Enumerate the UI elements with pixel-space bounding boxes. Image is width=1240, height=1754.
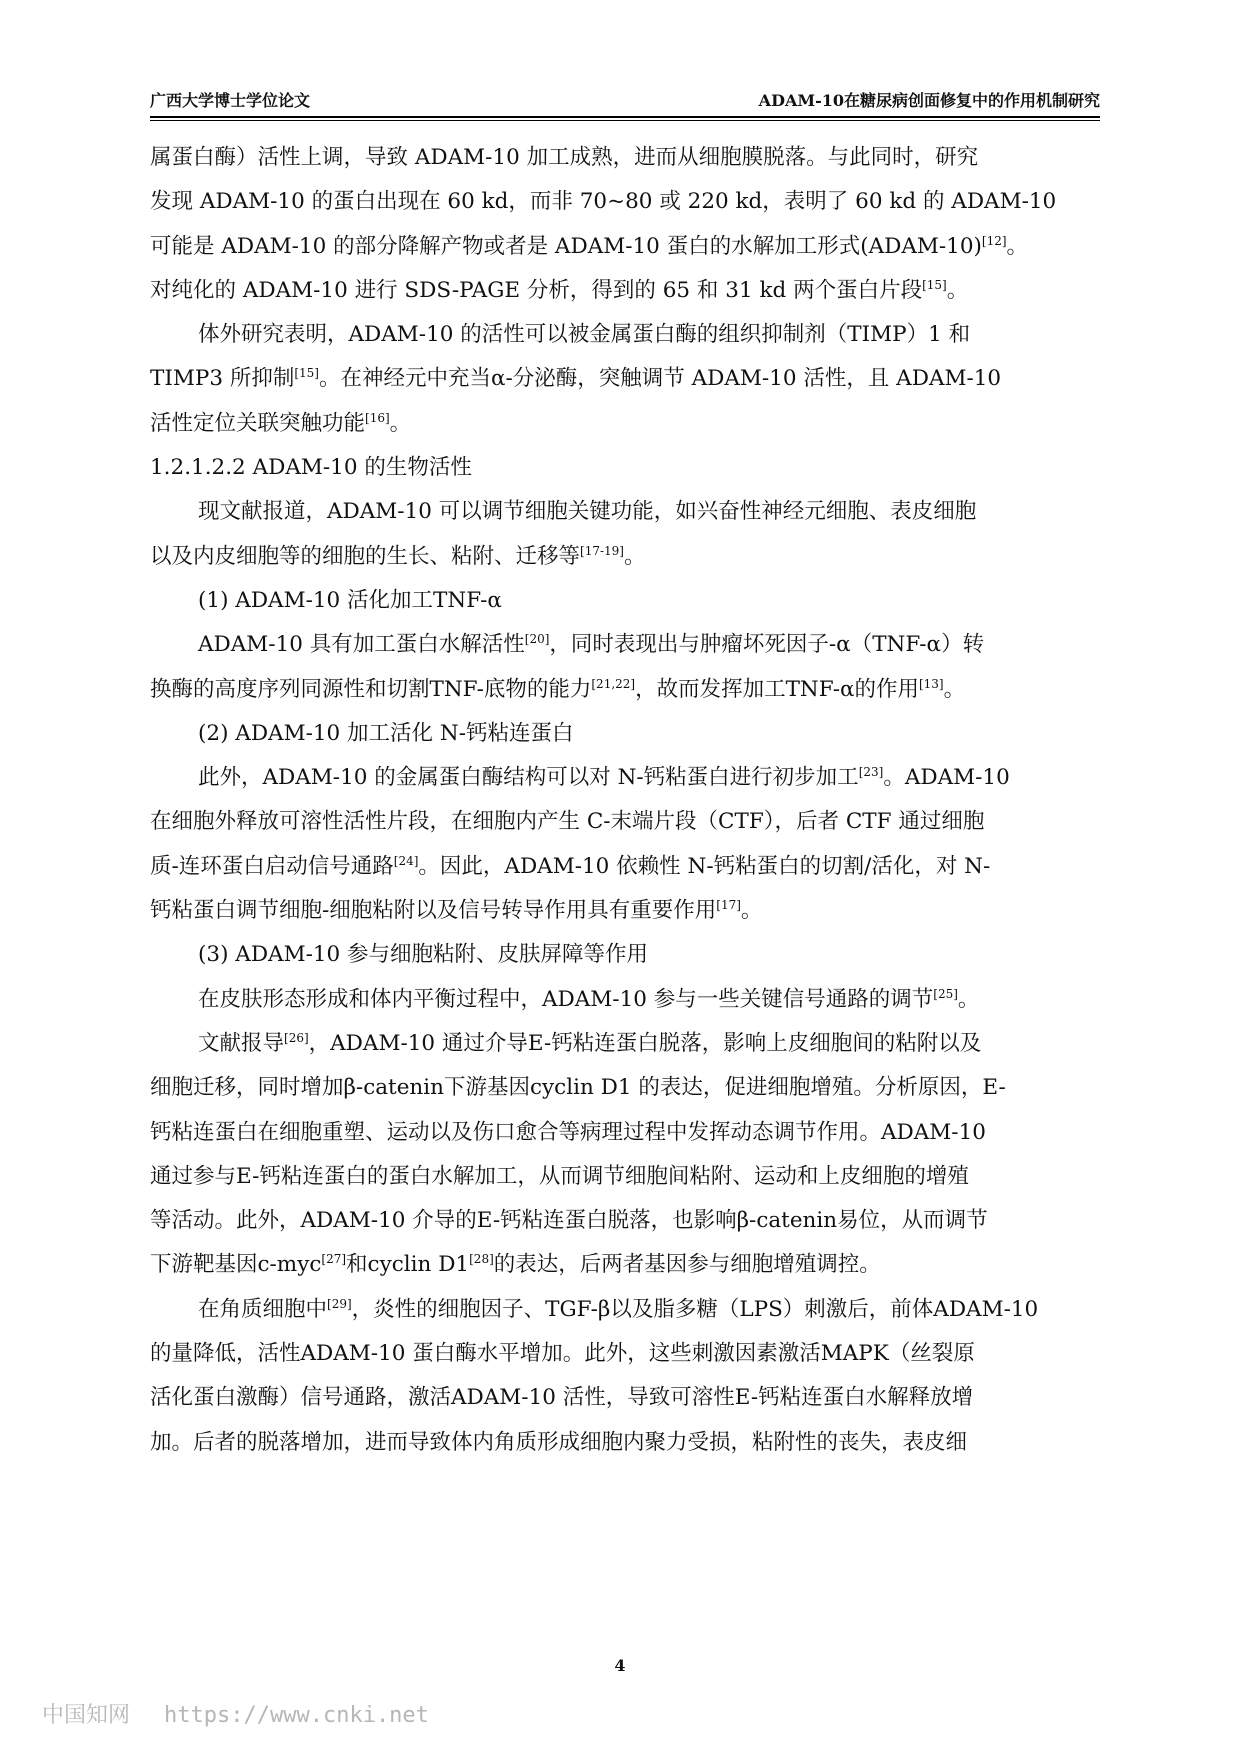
text-segment: (2) ADAM-10 加工活化 N-钙粘连蛋白 bbox=[198, 720, 574, 746]
text-line bbox=[150, 313, 1100, 357]
citation-ref: [12] bbox=[981, 233, 1007, 248]
text-line bbox=[150, 1022, 1100, 1066]
citation-ref: [27] bbox=[321, 1252, 347, 1267]
text-segment: 通过参与E-钙粘连蛋白的蛋白水解加工，从而调节细胞间粘附、运动和上皮细胞的增殖 bbox=[150, 1163, 969, 1189]
header-thesis-label: 广西大学博士学位论文 bbox=[150, 91, 311, 110]
text-segment: 1.2.1.2.2 ADAM-10 的生物活性 bbox=[150, 455, 472, 481]
text-segment: 在细胞外释放可溶性活性片段，在细胞内产生 C-末端片段（CTF），后者 CTF 通过细胞 bbox=[150, 809, 985, 835]
text-line bbox=[150, 933, 1100, 977]
text-line bbox=[150, 269, 1100, 313]
citation-ref: [16] bbox=[365, 410, 390, 425]
text-segment: 体外研究表明，ADAM-10 的活性可以被金属蛋白酶的组织抑制剂（TIMP）1 和 bbox=[198, 322, 971, 348]
citation-ref: [21,22] bbox=[591, 676, 636, 691]
watermark-url: https://www.cnki.net bbox=[164, 1703, 429, 1728]
text-line bbox=[150, 1199, 1100, 1243]
header-rule bbox=[150, 116, 1100, 118]
text-line bbox=[150, 1066, 1100, 1110]
text-segment: ，ADAM-10 通过介导E-钙粘连蛋白脱落，影响上皮细胞间的粘附以及 bbox=[308, 1030, 982, 1056]
text-line bbox=[150, 623, 1100, 667]
text-line bbox=[150, 1421, 1100, 1465]
text-line bbox=[150, 756, 1100, 800]
text-segment: 在皮肤形态形成和体内平衡过程中，ADAM-10 参与一些关键信号通路的调节 bbox=[198, 986, 934, 1012]
text-segment: 。 bbox=[389, 410, 412, 436]
text-segment: 活性定位关联突触功能 bbox=[150, 410, 366, 436]
text-line bbox=[150, 579, 1100, 623]
text-segment: ，同时表现出与肿瘤坏死因子-α（TNF-α）转 bbox=[549, 632, 985, 658]
text-line bbox=[150, 1332, 1100, 1376]
text-segment: 可能是 ADAM-10 的部分降解产物或者是 ADAM-10 蛋白的水解加工形式(ADAM-10) bbox=[150, 233, 982, 259]
citation-ref: [26] bbox=[284, 1030, 309, 1045]
text-line bbox=[150, 978, 1100, 1022]
text-segment: 下游靶基因c-myc bbox=[150, 1252, 322, 1278]
citation-ref: [17-19] bbox=[580, 543, 624, 558]
text-line bbox=[150, 136, 1100, 180]
citation-ref: [23] bbox=[858, 765, 884, 779]
cnki-watermark bbox=[42, 1698, 429, 1729]
text-segment: 等活动。此外，ADAM-10 介导的E-钙粘连蛋白脱落，也影响β-catenin易位，从而调节 bbox=[150, 1208, 988, 1234]
body-text bbox=[150, 136, 1100, 1465]
text-segment: (3) ADAM-10 参与细胞粘附、皮肤屏障等作用 bbox=[198, 942, 649, 968]
text-line bbox=[150, 180, 1100, 224]
citation-ref: [20] bbox=[524, 632, 550, 647]
text-line bbox=[150, 845, 1100, 889]
citation-ref: [28] bbox=[469, 1252, 494, 1267]
text-segment: 。 bbox=[740, 898, 763, 924]
watermark-brand: 中国知网 bbox=[42, 1703, 131, 1728]
text-segment: 的表达，后两者基因参与细胞增殖调控。 bbox=[493, 1252, 881, 1278]
text-segment: ，炎性的细胞因子、TGF-β以及脂多糖（LPS）刺激后，前体ADAM-10 bbox=[351, 1296, 1039, 1322]
text-segment: (1) ADAM-10 活化加工TNF-α bbox=[198, 587, 502, 613]
text-segment: 。 bbox=[623, 543, 646, 569]
text-line bbox=[150, 1376, 1100, 1420]
text-line bbox=[150, 225, 1100, 269]
text-line bbox=[150, 402, 1100, 446]
text-segment: 以及内皮细胞等的细胞的生长、粘附、迁移等 bbox=[150, 543, 581, 569]
text-segment: 。 bbox=[1006, 233, 1029, 259]
text-segment: 属蛋白酶）活性上调，导致 ADAM-10 加工成熟，进而从细胞膜脱落。与此同时，研究 bbox=[150, 145, 979, 170]
text-line bbox=[150, 490, 1100, 534]
text-segment: 。在神经元中充当α-分泌酶，突触调节 ADAM-10 活性，且 ADAM-10 bbox=[318, 366, 1002, 392]
citation-ref: [15] bbox=[922, 277, 947, 292]
text-segment: 对纯化的 ADAM-10 进行 SDS-PAGE 分析，得到的 65 和 31 kd 两个蛋白片段 bbox=[150, 277, 923, 303]
running-header bbox=[150, 88, 1100, 114]
text-segment: 钙粘蛋白调节细胞-细胞粘附以及信号转导作用具有重要作用 bbox=[150, 898, 717, 924]
text-segment: 。因此，ADAM-10 依赖性 N-钙粘蛋白的切割/活化，对 N- bbox=[418, 853, 991, 879]
text-segment: 。 bbox=[957, 986, 980, 1012]
text-line bbox=[150, 800, 1100, 844]
text-segment: ADAM-10 具有加工蛋白水解活性 bbox=[198, 632, 525, 658]
text-segment: 和cyclin D1 bbox=[346, 1252, 470, 1278]
text-segment: 加。后者的脱落增加，进而导致体内角质形成细胞内聚力受损，粘附性的丧失，表皮细 bbox=[150, 1429, 968, 1455]
text-line bbox=[150, 712, 1100, 756]
text-segment: 现文献报道，ADAM-10 可以调节细胞关键功能，如兴奋性神经元细胞、表皮细胞 bbox=[198, 499, 977, 525]
citation-ref: [24] bbox=[393, 853, 419, 868]
citation-ref: [17] bbox=[716, 897, 741, 912]
text-segment: 。ADAM-10 bbox=[883, 765, 1010, 791]
text-segment: TIMP3 所抑制 bbox=[150, 366, 295, 392]
text-segment: 此外，ADAM-10 的金属蛋白酶结构可以对 N-钙粘蛋白进行初步加工 bbox=[198, 765, 859, 791]
page-number: 4 bbox=[614, 1656, 626, 1675]
citation-ref: [15] bbox=[294, 366, 319, 381]
text-segment: 文献报导 bbox=[198, 1030, 285, 1056]
text-segment: 细胞迁移，同时增加β-catenin下游基因cyclin D1 的表达，促进细胞增殖。分析原因，E- bbox=[150, 1075, 1006, 1101]
text-line bbox=[150, 357, 1100, 401]
text-line bbox=[150, 1155, 1100, 1199]
text-segment: 换酶的高度序列同源性和切割TNF-底物的能力 bbox=[150, 676, 592, 702]
citation-ref: [13] bbox=[918, 676, 944, 691]
text-line bbox=[150, 446, 1100, 490]
text-segment: 。 bbox=[946, 277, 969, 303]
header-thesis-title: ADAM-10在糖尿病创面修复中的作用机制研究 bbox=[758, 91, 1100, 110]
text-line bbox=[150, 1243, 1100, 1287]
text-segment: 在角质细胞中 bbox=[198, 1296, 328, 1322]
text-line bbox=[150, 1111, 1100, 1155]
text-segment: 。 bbox=[943, 676, 966, 702]
text-segment: 的量降低，活性ADAM-10 蛋白酶水平增加。此外，这些刺激因素激活MAPK（丝裂原 bbox=[150, 1341, 975, 1367]
text-segment: 发现 ADAM-10 的蛋白出现在 60 kd，而非 70~80 或 220 kd，表明了 60 kd 的 ADAM-10 bbox=[150, 189, 1057, 215]
text-line bbox=[150, 535, 1100, 579]
text-segment: 活化蛋白激酶）信号通路，激活ADAM-10 活性，导致可溶性E-钙粘连蛋白水解释放增 bbox=[150, 1385, 974, 1411]
citation-ref: [29] bbox=[327, 1296, 352, 1311]
text-line bbox=[150, 889, 1100, 933]
citation-ref: [25] bbox=[933, 986, 958, 1001]
text-line bbox=[150, 668, 1100, 712]
text-segment: 质-连环蛋白启动信号通路 bbox=[150, 853, 394, 879]
header-rule-thin bbox=[150, 120, 1100, 121]
text-segment: 钙粘连蛋白在细胞重塑、运动以及伤口愈合等病理过程中发挥动态调节作用。ADAM-10 bbox=[150, 1119, 986, 1145]
text-segment: ，故而发挥加工TNF-α的作用 bbox=[635, 676, 919, 702]
text-line bbox=[150, 1288, 1100, 1332]
